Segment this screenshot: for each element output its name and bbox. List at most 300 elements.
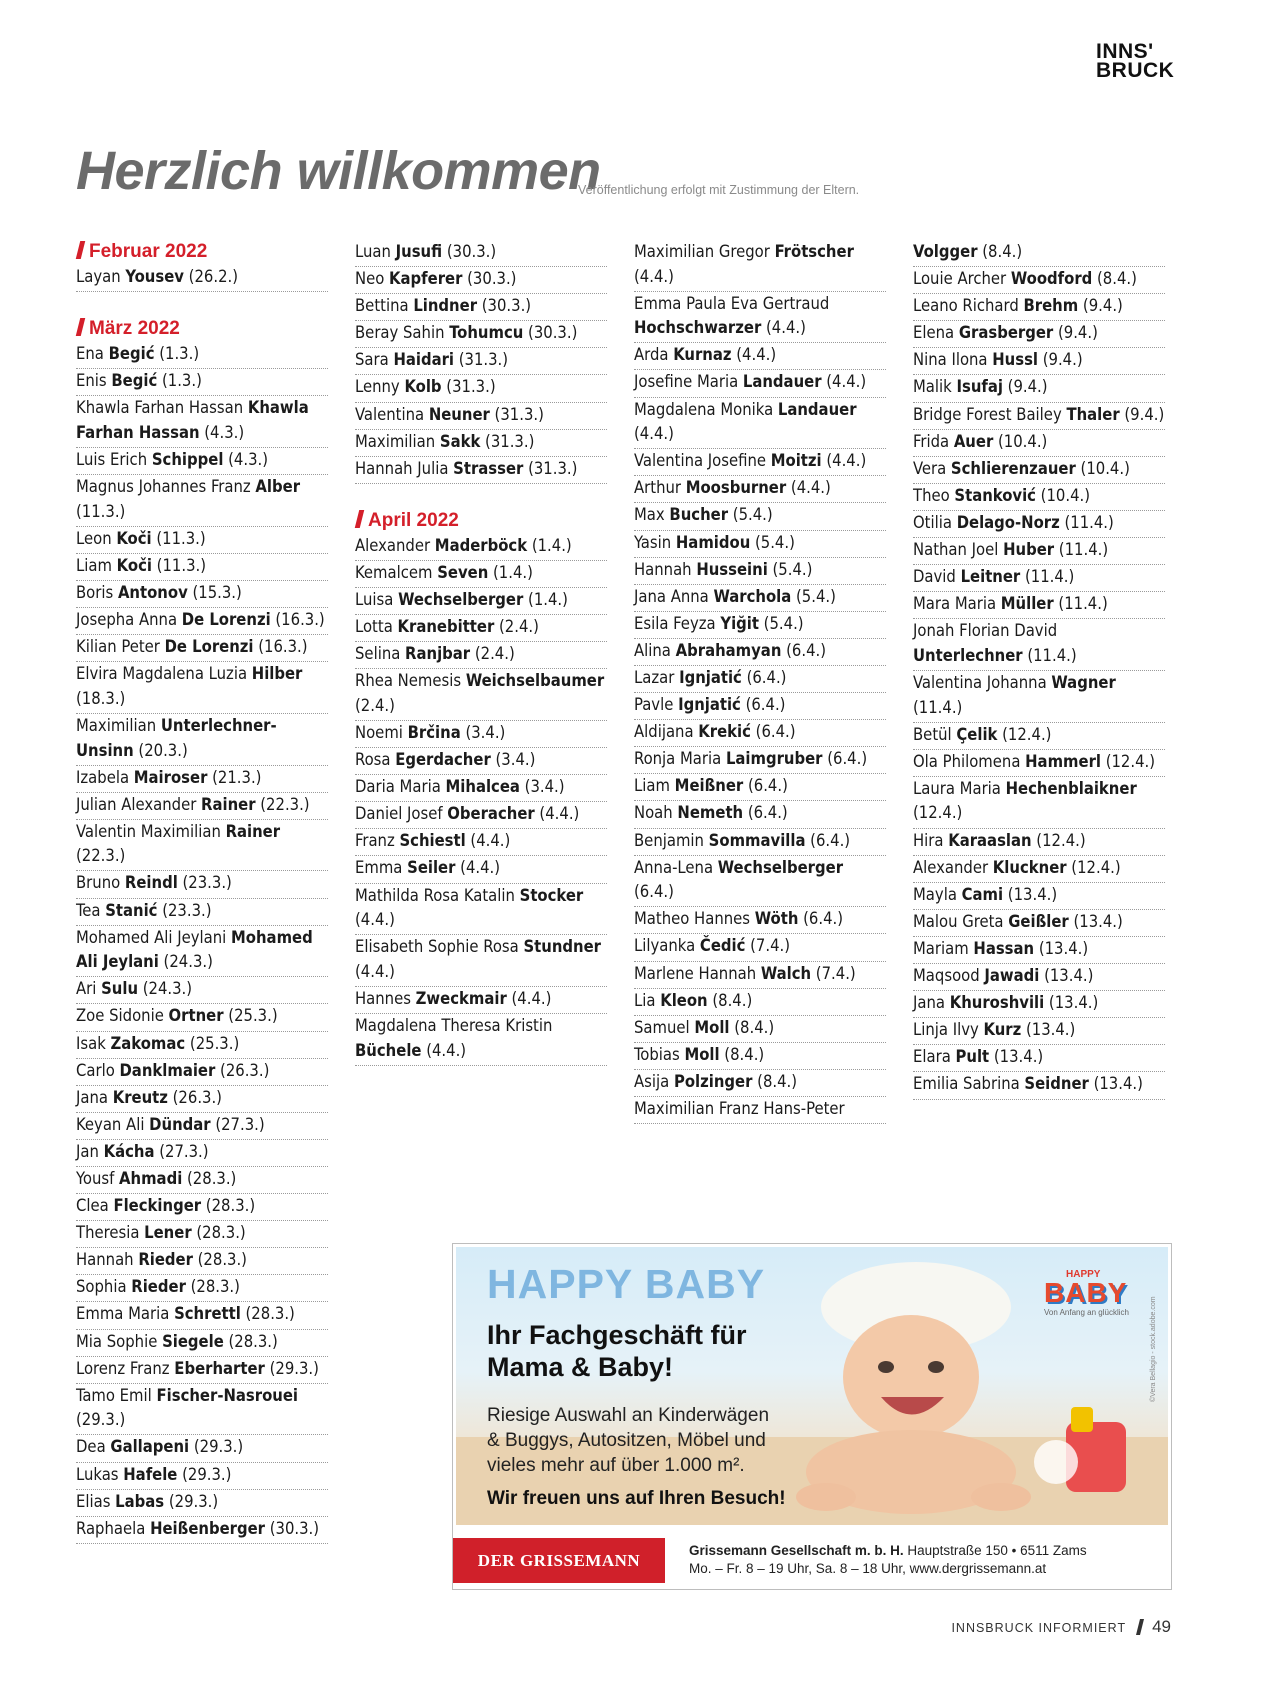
first-names: Samuel — [634, 1017, 695, 1037]
last-name: Schrettl — [174, 1304, 241, 1324]
first-names: Hannah Julia — [355, 458, 454, 478]
birth-date: (13.4.) — [1021, 1020, 1076, 1040]
birth-date: (12.4.) — [1066, 857, 1121, 877]
last-name: Hamidou — [675, 532, 751, 552]
birth-date: (6.4.) — [798, 909, 844, 929]
birth-date: (11.4.) — [1054, 540, 1109, 560]
birth-date: (26.3.) — [167, 1087, 222, 1107]
last-name: Fleckinger — [113, 1196, 202, 1216]
birth-entry — [76, 1140, 328, 1167]
birth-entry — [913, 565, 1165, 592]
first-names: David — [913, 567, 961, 587]
ad-headline-line-1: Ihr Fachgeschäft für — [487, 1320, 747, 1350]
first-names: Daniel Josef — [355, 804, 448, 824]
birth-date: (22.3.) — [76, 846, 126, 866]
page-number: 49 — [1152, 1617, 1171, 1636]
birth-date: (9.4.) — [1038, 350, 1083, 370]
birth-date: (13.4.) — [1039, 966, 1094, 986]
first-names: Elara — [913, 1047, 956, 1067]
last-name: Büchele — [355, 1040, 422, 1060]
first-names: Otilia — [913, 512, 957, 532]
last-name: Geißler — [1008, 911, 1069, 931]
last-name: Woodford — [1010, 269, 1093, 289]
last-name: Leitner — [960, 567, 1021, 587]
birth-date: (28.3.) — [185, 1277, 240, 1297]
last-name: Neuner — [428, 404, 490, 424]
first-names: Carlo — [76, 1060, 120, 1080]
birth-date: (5.4.) — [750, 532, 795, 552]
first-names: Louie Archer — [913, 269, 1011, 289]
last-name: De Lorenzi — [181, 610, 271, 630]
birth-date: (11.4.) — [1022, 645, 1077, 665]
birth-date: (8.4.) — [1092, 269, 1137, 289]
birth-entry — [634, 531, 886, 558]
first-names: Mia Sophie — [76, 1331, 163, 1351]
birth-date: (30.3.) — [462, 269, 517, 289]
first-names: Aldijana — [634, 722, 699, 742]
last-name: Lindner — [413, 296, 478, 316]
birth-date: (26.3.) — [215, 1060, 270, 1080]
birth-date: (11.4.) — [913, 697, 963, 717]
birth-date: (4.4.) — [355, 961, 395, 981]
last-name: Frötscher — [774, 242, 854, 261]
birth-date: (29.3.) — [177, 1464, 232, 1484]
last-name: Schlierenzauer — [950, 458, 1076, 478]
ad-body-line-3: vieles mehr auf über 1.000 m². — [487, 1455, 745, 1476]
last-name: Gallapeni — [110, 1437, 190, 1457]
birth-date: (24.3.) — [138, 979, 193, 999]
last-name: Danklmaier — [119, 1060, 216, 1080]
birth-entry — [913, 592, 1165, 619]
birth-date: (8.4.) — [729, 1017, 775, 1037]
birth-date: (12.4.) — [1100, 751, 1156, 771]
last-name: Pult — [955, 1047, 990, 1067]
ad-headline — [487, 1319, 747, 1383]
birth-date: (13.4.) — [1044, 993, 1099, 1013]
birth-entry — [634, 585, 886, 612]
birth-date: (4.4.) — [506, 988, 552, 1008]
birth-date: (6.4.) — [740, 695, 786, 715]
birth-entry — [76, 871, 328, 898]
page-footer — [951, 1617, 1171, 1637]
first-names: Emilia Sabrina — [913, 1074, 1025, 1094]
first-names: Jana — [76, 1087, 113, 1107]
birth-date: (16.3.) — [270, 610, 325, 630]
birth-date: (4.4.) — [465, 831, 511, 851]
last-name: Ahmadi — [119, 1169, 183, 1188]
birth-entry — [76, 448, 328, 475]
first-names: Hannah — [76, 1250, 139, 1270]
month-marker-icon — [355, 510, 364, 528]
first-names: Valentina — [355, 404, 429, 424]
birth-entry — [913, 538, 1165, 565]
first-names: Lenny — [355, 377, 405, 397]
last-name: Schippel — [151, 449, 224, 469]
ad-body-line-2: & Buggys, Autositzen, Möbel und — [487, 1430, 766, 1451]
last-name: Warchola — [713, 586, 792, 606]
last-name: Thaler — [1066, 404, 1120, 424]
birth-entry — [634, 747, 886, 774]
birth-entry — [355, 534, 607, 561]
birth-entry — [634, 1097, 886, 1124]
birth-entry — [913, 750, 1165, 777]
birth-date: (4.4.) — [634, 266, 674, 286]
company-hours[interactable]: Mo. – Fr. 8 – 19 Uhr, Sa. 8 – 18 Uhr, www.dergrissemann.at — [689, 1561, 1047, 1576]
birth-date: (27.3.) — [154, 1141, 209, 1161]
last-name: Fischer-Nasrouei — [156, 1385, 299, 1405]
birth-entry — [76, 899, 328, 926]
first-names: Asija — [634, 1071, 674, 1091]
slash-divider-icon — [1136, 1619, 1144, 1635]
logo-top-word: HAPPY — [1066, 1269, 1101, 1280]
last-name: Kurz — [983, 1020, 1022, 1040]
birth-entry — [355, 321, 607, 348]
birth-entry — [355, 561, 607, 588]
last-name: Stundner — [523, 937, 602, 957]
birth-entry — [634, 856, 886, 908]
first-names: Luan — [355, 242, 396, 261]
birth-date: (4.4.) — [355, 910, 395, 930]
first-names: Maqsood — [913, 966, 985, 986]
last-name: Abrahamyan — [675, 640, 782, 660]
birth-date: (29.3.) — [164, 1491, 219, 1511]
birth-entry — [76, 554, 328, 581]
birth-entry — [76, 1463, 328, 1490]
birth-entry — [76, 475, 328, 527]
birth-entry — [76, 1167, 328, 1194]
first-names: Jana — [913, 993, 950, 1013]
first-names: Isak — [76, 1033, 111, 1053]
last-name: Hechenblaikner — [1005, 778, 1137, 798]
first-names: Raphaela — [76, 1518, 151, 1538]
ad-brand-title: HAPPY BABY — [487, 1261, 766, 1307]
birth-entry — [355, 721, 607, 748]
first-names: Zoe Sidonie — [76, 1006, 169, 1026]
birth-entry — [355, 1014, 607, 1066]
birth-date: (23.3.) — [177, 873, 232, 893]
last-name: Siegele — [162, 1331, 224, 1351]
birth-date: (6.4.) — [743, 803, 788, 823]
birth-date: (24.3.) — [158, 952, 213, 972]
first-names: Beray Sahin — [355, 323, 450, 343]
birth-entry — [76, 1113, 328, 1140]
company-name: Grissemann Gesellschaft m. b. H. — [689, 1543, 904, 1558]
birth-date: (16.3.) — [253, 637, 308, 657]
birth-entry — [913, 403, 1165, 430]
birth-date: (13.4.) — [1088, 1074, 1143, 1094]
birth-date: (11.4.) — [1053, 594, 1108, 614]
happy-baby-advertisement[interactable] — [452, 1243, 1172, 1590]
birth-date: (13.4.) — [1034, 938, 1089, 958]
birth-entry — [913, 856, 1165, 883]
first-names: Josepha Anna — [76, 610, 182, 630]
birth-entry — [634, 1016, 886, 1043]
first-names: Mohamed Ali Jeylani — [76, 927, 232, 947]
first-names: Alexander — [913, 857, 993, 877]
birth-entry — [634, 962, 886, 989]
last-name: Eberharter — [174, 1358, 265, 1378]
page-title: Herzlich willkommen — [76, 141, 601, 201]
last-name: Laimgruber — [725, 749, 823, 769]
birth-date: (1.4.) — [488, 562, 533, 582]
birth-date: (13.4.) — [989, 1047, 1044, 1067]
first-names: Bettina — [355, 296, 414, 316]
birth-date: (5.4.) — [758, 613, 804, 633]
last-name: Jusufi — [395, 242, 443, 261]
first-names: Luisa — [355, 590, 399, 610]
birth-date: (28.3.) — [182, 1169, 237, 1188]
birth-entry — [913, 723, 1165, 750]
birth-entry — [355, 267, 607, 294]
birth-entry — [913, 1018, 1165, 1045]
last-name: Karaaslan — [948, 830, 1032, 850]
birth-date: (8.4.) — [752, 1071, 798, 1091]
birth-entry — [913, 430, 1165, 457]
birth-entry — [634, 503, 886, 530]
last-name: Delago-Norz — [956, 512, 1060, 532]
last-name: Hussl — [992, 350, 1039, 370]
birth-entry — [76, 1384, 328, 1436]
birth-date: (1.4.) — [523, 590, 568, 610]
first-names: Linja Ilvy — [913, 1020, 984, 1040]
birth-date: (30.3.) — [265, 1518, 320, 1538]
first-names: Sophia — [76, 1277, 132, 1297]
first-names: Benjamin — [634, 830, 709, 850]
first-names: Daria Maria — [355, 777, 446, 797]
birth-entry — [76, 1517, 328, 1544]
birth-date: (4.4.) — [821, 451, 867, 471]
birth-entry — [913, 883, 1165, 910]
first-names: Layan — [76, 267, 126, 286]
first-names: Magdalena Monika — [634, 399, 778, 419]
last-name: Ignjatić — [678, 695, 741, 715]
first-names: Nina Ilona — [913, 350, 993, 370]
last-name: Krekić — [698, 722, 751, 742]
birth-date: (30.3.) — [523, 323, 578, 343]
first-names: Mathilda Rosa Katalin — [355, 885, 520, 905]
first-names: Frida — [913, 431, 954, 451]
birth-entry — [913, 457, 1165, 484]
innsbruck-logo — [1096, 42, 1174, 80]
first-names: Marlene Hannah — [634, 963, 761, 983]
last-name: Khawla Farhan Hassan — [76, 398, 309, 442]
birth-date: (4.4.) — [821, 372, 867, 392]
birth-date: (4.3.) — [199, 422, 245, 442]
birth-date: (6.4.) — [741, 668, 787, 687]
birth-entry — [355, 294, 607, 321]
last-name: Schiestl — [399, 831, 466, 851]
first-names: Leano Richard — [913, 296, 1024, 316]
birth-entry — [76, 1059, 328, 1086]
last-name: Sommavilla — [708, 830, 806, 850]
birth-entry — [913, 511, 1165, 538]
first-names: Theo — [913, 485, 955, 505]
birth-entry — [76, 793, 328, 820]
first-names: Tea — [76, 900, 106, 920]
birth-entry — [76, 820, 328, 872]
birth-entry — [913, 777, 1165, 829]
last-name: Rainer — [201, 794, 256, 814]
last-name: Moosburner — [685, 478, 787, 498]
baby-face-shape — [843, 1315, 979, 1439]
first-names: Vera — [913, 458, 951, 478]
month-heading — [355, 509, 607, 533]
last-name: Alber — [255, 477, 301, 497]
first-names: Hannes — [355, 988, 416, 1008]
birth-entry — [634, 801, 886, 828]
birth-entry — [76, 1086, 328, 1113]
first-names: Noah — [634, 803, 678, 823]
birth-entry — [355, 829, 607, 856]
birth-entry — [355, 669, 607, 721]
birth-date: (31.3.) — [489, 404, 544, 424]
birth-entry — [355, 588, 607, 615]
last-name: Kolb — [404, 377, 442, 397]
first-names: Magdalena Theresa Kristin — [355, 1016, 553, 1036]
birth-entry — [913, 321, 1165, 348]
last-name: Haidari — [393, 350, 455, 370]
grissemann-logo[interactable]: DER GRISSEMANN — [453, 1538, 665, 1583]
birth-date: (7.4.) — [811, 963, 856, 983]
birth-date: (30.3.) — [477, 296, 532, 316]
last-name: Kreutz — [112, 1087, 168, 1107]
last-name: Lener — [144, 1223, 192, 1243]
birth-entry — [634, 639, 886, 666]
birth-date: (4.4.) — [786, 478, 831, 498]
birth-date: (23.3.) — [157, 900, 212, 920]
birth-entry — [355, 642, 607, 669]
birth-date: (22.3.) — [255, 794, 310, 814]
birth-entry — [76, 1302, 328, 1329]
last-name: Hassan — [973, 938, 1035, 958]
birth-date: (1.4.) — [527, 535, 572, 555]
first-names: Mayla — [913, 884, 962, 904]
last-name: Polzinger — [673, 1071, 753, 1091]
first-names: Elias — [76, 1491, 116, 1511]
photo-credit: ©Vera Bellagio - stock.adobe.com — [1150, 1296, 1157, 1402]
last-name: Seven — [437, 562, 489, 582]
first-names: Malik — [913, 377, 957, 397]
birth-entry — [913, 267, 1165, 294]
last-name: Nemeth — [677, 803, 744, 823]
birth-entry — [76, 635, 328, 662]
last-name: Kapferer — [389, 269, 463, 289]
birth-date: (15.3.) — [187, 582, 242, 602]
first-names: Maximilian — [76, 715, 161, 735]
birth-entry — [76, 1490, 328, 1517]
last-name: Egerdacher — [395, 750, 491, 770]
last-name: Landauer — [777, 399, 857, 419]
first-names: Izabela — [76, 767, 134, 787]
birth-date: (31.3.) — [480, 431, 535, 451]
birth-entry — [355, 856, 607, 883]
logo-line-1: INNS' — [1096, 40, 1154, 63]
last-name: Begić — [108, 344, 155, 364]
birth-date: (11.4.) — [1020, 567, 1075, 587]
first-names: Jana Anna — [634, 586, 714, 606]
birth-entry — [76, 608, 328, 635]
birth-entry — [355, 240, 607, 267]
birth-entry — [634, 476, 886, 503]
last-name: Ignjatić — [679, 668, 742, 687]
first-names: Max — [634, 505, 670, 525]
birth-entry — [913, 910, 1165, 937]
birth-entry — [634, 370, 886, 397]
birth-date: (12.4.) — [997, 724, 1052, 744]
last-name: Hammerl — [1025, 751, 1101, 771]
last-name: Oberacher — [447, 804, 535, 824]
first-names: Betül — [913, 724, 957, 744]
last-name: Grasberger — [958, 323, 1054, 343]
birth-entry — [355, 748, 607, 775]
last-name: Antonov — [117, 582, 188, 602]
publication-name: INNSBRUCK INFORMIERT — [951, 1621, 1127, 1635]
birth-date: (4.4.) — [421, 1040, 467, 1060]
birth-date: (1.3.) — [154, 344, 200, 364]
ad-footer — [453, 1528, 1171, 1589]
first-names: Liam — [76, 555, 117, 575]
birth-entry — [913, 671, 1165, 723]
birth-date: (11.4.) — [1059, 512, 1114, 532]
last-name: Ortner — [168, 1006, 224, 1026]
last-name: Huber — [1003, 540, 1055, 560]
last-name: Wagner — [1051, 673, 1116, 692]
birth-date: (13.4.) — [1003, 884, 1058, 904]
birth-date: (29.3.) — [189, 1437, 244, 1457]
birth-entry — [76, 1248, 328, 1275]
first-names: Leon — [76, 528, 117, 548]
birth-date: (3.4.) — [460, 723, 506, 742]
last-name: Reindl — [124, 873, 178, 893]
last-name: Yousev — [125, 267, 184, 286]
birth-entry — [634, 907, 886, 934]
month-label: März 2022 — [89, 318, 180, 340]
birth-date: (4.4.) — [534, 804, 580, 824]
last-name: Rainer — [225, 821, 281, 841]
first-names: Pavle — [634, 695, 679, 715]
birth-entry — [76, 926, 328, 978]
birth-date: (6.4.) — [743, 776, 788, 796]
birth-date: (31.3.) — [523, 458, 578, 478]
birth-entry — [634, 666, 886, 693]
first-names: Elvira Magdalena Luzia — [76, 664, 252, 684]
last-name: Wöth — [754, 909, 799, 929]
birth-entry — [355, 987, 607, 1014]
last-name: Labas — [115, 1491, 165, 1511]
first-names: Elisabeth Sophie Rosa — [355, 937, 524, 957]
last-name: Kluckner — [992, 857, 1067, 877]
birth-entry — [76, 714, 328, 766]
birth-date: (29.3.) — [76, 1410, 126, 1430]
birth-date: (28.3.) — [223, 1331, 278, 1351]
birth-date: (26.2.) — [183, 267, 239, 286]
first-names: Emma Maria — [76, 1304, 175, 1324]
birth-date: (2.4.) — [355, 695, 395, 715]
first-names: Kemalcem — [355, 562, 438, 582]
last-name: Mohamed Ali Jeylani — [76, 927, 313, 972]
birth-entry — [355, 775, 607, 802]
first-names: Alina — [634, 640, 676, 660]
first-names: Nathan Joel — [913, 540, 1004, 560]
first-names: Magnus Johannes Franz — [76, 477, 256, 497]
birth-entry — [76, 369, 328, 396]
birth-entry — [634, 612, 886, 639]
birth-date: (6.4.) — [634, 882, 674, 902]
last-name: Sulu — [101, 979, 139, 999]
first-names: Kilian Peter — [76, 637, 165, 657]
last-name: Mairoser — [133, 767, 208, 787]
birth-date: (10.4.) — [1075, 458, 1130, 478]
